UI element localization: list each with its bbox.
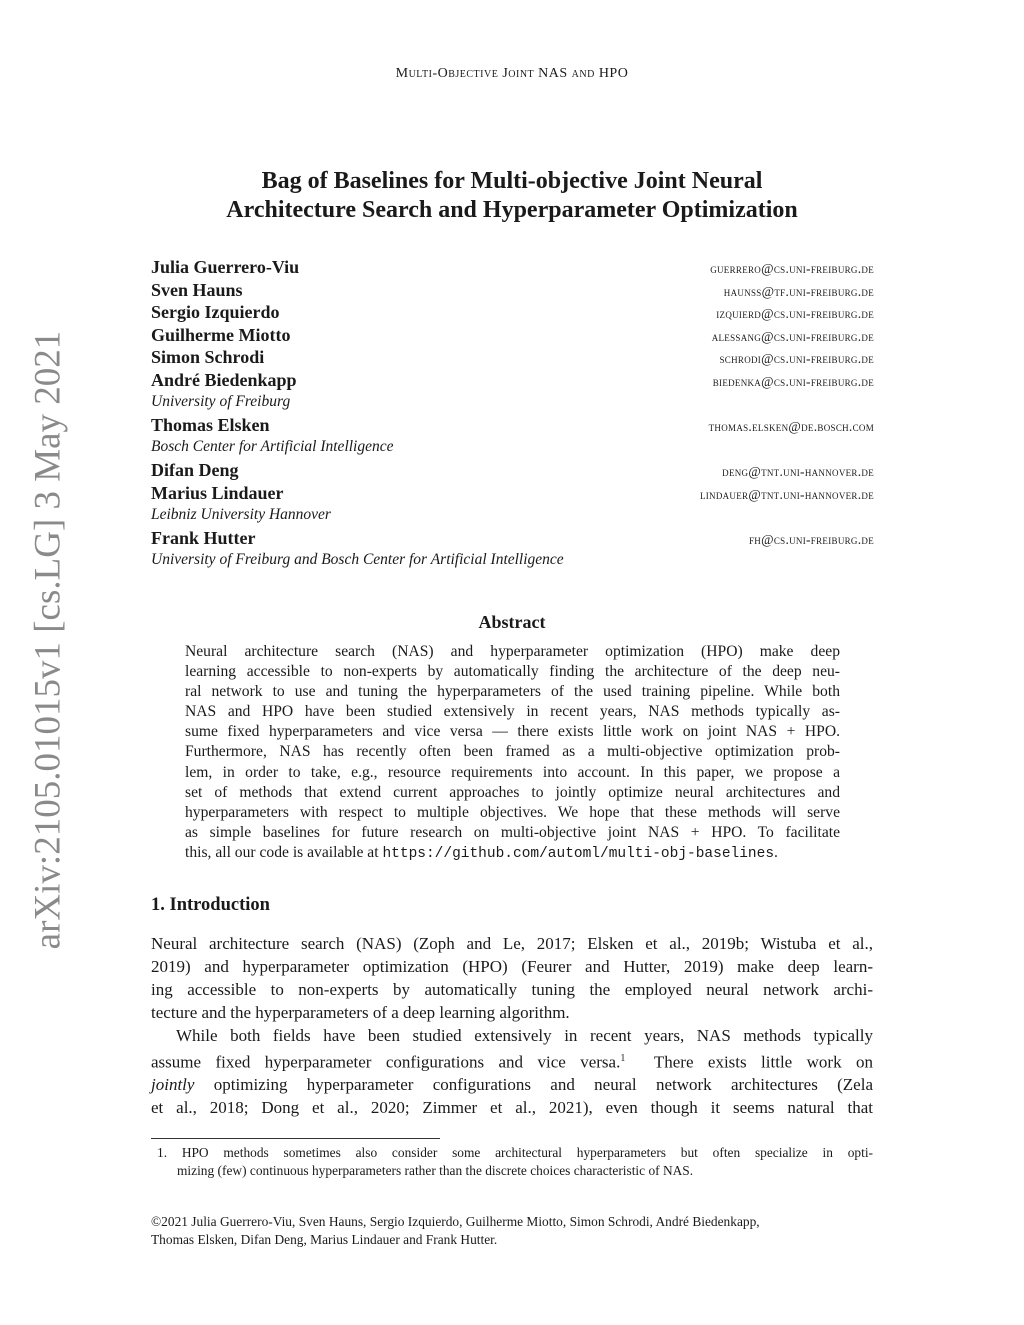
abstract-heading: Abstract <box>478 612 546 632</box>
author-row <box>151 370 874 393</box>
introduction-body <box>151 933 873 1120</box>
author-row <box>151 280 874 303</box>
author-name: Thomas Elsken <box>151 415 270 436</box>
code-url-link[interactable]: https://github.com/automl/multi-obj-baselines <box>382 845 775 862</box>
copyright-line: Thomas Elsken, Difan Deng, Marius Lindauer and Frank Hutter. <box>151 1231 498 1247</box>
footnote-line: 1. HPO methods sometimes also consider some architectural hyperparameters but often specialize in opti- <box>157 1145 873 1160</box>
footnote-marker[interactable]: 1 <box>620 1052 626 1064</box>
abstract-line: learning accessible to non-experts by automatically finding the architecture of the deep neu- <box>185 663 840 681</box>
intro-text: optimizing hyperparameter configurations and neural network architectures (Zela <box>194 1075 873 1095</box>
author-row <box>151 460 874 483</box>
author-name: Sergio Izquierdo <box>151 302 280 323</box>
author-email[interactable]: lindauer@tnt.uni-hannover.de <box>699 486 874 502</box>
abstract-line: sume fixed hyperparameters and vice versa — there exists little work on joint NAS + HPO. <box>185 723 840 741</box>
abstract-line: lem, in order to take, e.g., resource requirements into account. In this paper, we propose a <box>185 763 840 781</box>
author-email[interactable]: alessang@cs.uni-freiburg.de <box>711 328 874 344</box>
author-name: Simon Schrodi <box>151 347 265 368</box>
author-list <box>151 257 874 573</box>
author-row <box>151 325 874 348</box>
author-name: André Biedenkapp <box>151 369 297 390</box>
author-name: Sven Hauns <box>151 279 243 300</box>
affiliation-text: Leibniz University Hannover <box>151 505 331 523</box>
author-name: Guilherme Miotto <box>151 324 291 345</box>
abstract-line: ral network to use and tuning the hyperparameters of the used training pipeline. While both <box>185 683 840 701</box>
author-email[interactable]: schrodi@cs.uni-freiburg.de <box>719 351 874 367</box>
author-affiliation <box>151 438 874 461</box>
author-row <box>151 415 874 438</box>
title-line: Architecture Search and Hyperparameter Optimization <box>226 197 798 223</box>
author-email[interactable]: deng@tnt.uni-hannover.de <box>722 464 874 480</box>
copyright-line: ©2021 Julia Guerrero-Viu, Sven Hauns, Sergio Izquierdo, Guilherme Miotto, Simon Schrodi, André Biedenkapp, <box>151 1214 760 1229</box>
intro-line: While both fields have been studied extensively in recent years, NAS methods typically <box>176 1025 873 1045</box>
author-email[interactable]: haunss@tf.uni-freiburg.de <box>723 283 874 299</box>
author-name: Julia Guerrero-Viu <box>151 257 300 277</box>
author-row <box>151 347 874 370</box>
abstract-line: Furthermore, NAS has recently often been framed as a multi-objective optimization prob- <box>185 743 840 761</box>
intro-line <box>151 1048 873 1075</box>
author-email[interactable]: fh@cs.uni-freiburg.de <box>749 532 874 548</box>
author-email[interactable]: izquierd@cs.uni-freiburg.de <box>716 306 874 322</box>
intro-line: 2019) and hyperparameter optimization (HPO) (Feurer and Hutter, 2019) make deep learn- <box>151 956 873 976</box>
intro-line: et al., 2018; Dong et al., 2020; Zimmer et al., 2021), even though it seems natural that <box>151 1098 873 1117</box>
abstract-line: as simple baselines for future research on multi-objective joint NAS + HPO. To facilitate <box>185 823 840 841</box>
footnote-rule <box>151 1138 440 1139</box>
section-heading-introduction: 1. Introduction <box>151 895 270 915</box>
abstract-line: NAS and HPO have been studied extensively in recent years, NAS methods typically as- <box>185 703 840 721</box>
intro-line: ing accessible to non-experts by automatically tuning the employed neural network archi- <box>151 979 873 999</box>
arxiv-identifier: arXiv:2105.01015v1 [cs.LG] 3 May 2021 <box>27 330 69 950</box>
abstract-line: set of methods that extend current approaches to jointly optimize neural architectures and <box>185 783 840 801</box>
affiliation-text: Bosch Center for Artificial Intelligence <box>151 437 394 455</box>
author-affiliation <box>151 506 874 529</box>
author-affiliation <box>151 551 874 574</box>
title-line: Bag of Baselines for Multi-objective Joint Neural <box>261 168 763 194</box>
author-name: Marius Lindauer <box>151 482 284 503</box>
author-row <box>151 483 874 506</box>
author-row <box>151 257 874 280</box>
abstract-line: Neural architecture search (NAS) and hyperparameter optimization (HPO) make deep <box>185 643 840 660</box>
author-email[interactable]: biedenka@cs.uni-freiburg.de <box>712 373 874 389</box>
intro-emphasis: jointly <box>151 1075 195 1095</box>
author-name: Frank Hutter <box>151 528 256 549</box>
author-affiliation <box>151 393 874 416</box>
footnote-line: mizing (few) continuous hyperparameters rather than the discrete choices characteristic of NAS. <box>177 1163 694 1178</box>
author-email[interactable]: guerrero@cs.uni-freiburg.de <box>710 261 874 276</box>
abstract-body <box>185 642 840 864</box>
abstract-text: . <box>774 843 778 861</box>
affiliation-text: University of Freiburg and Bosch Center for Artificial Intelligence <box>151 550 564 568</box>
intro-line <box>151 1074 873 1097</box>
intro-text: There exists little work on <box>653 1052 873 1072</box>
author-email[interactable]: thomas.elsken@de.bosch.com <box>708 419 874 435</box>
intro-line: tecture and the hyperparameters of a deep learning algorithm. <box>151 1002 570 1022</box>
author-row <box>151 302 874 325</box>
running-head: Multi-Objective Joint NAS and HPO <box>395 66 629 81</box>
footnote <box>151 1144 873 1180</box>
abstract-line: hyperparameters with respect to multiple objectives. We hope that these methods will serve <box>185 803 840 821</box>
copyright-notice <box>151 1213 873 1248</box>
intro-text: assume fixed hyperparameter configurations and vice versa. <box>151 1052 621 1072</box>
author-row <box>151 528 874 551</box>
abstract-line <box>185 843 840 864</box>
author-name: Difan Deng <box>151 460 239 481</box>
abstract-text: this, all our code is available at <box>185 843 383 861</box>
affiliation-text: University of Freiburg <box>151 392 291 410</box>
intro-line: Neural architecture search (NAS) (Zoph and Le, 2017; Elsken et al., 2019b; Wistuba et al., <box>151 934 873 953</box>
paper-title <box>0 167 1024 225</box>
